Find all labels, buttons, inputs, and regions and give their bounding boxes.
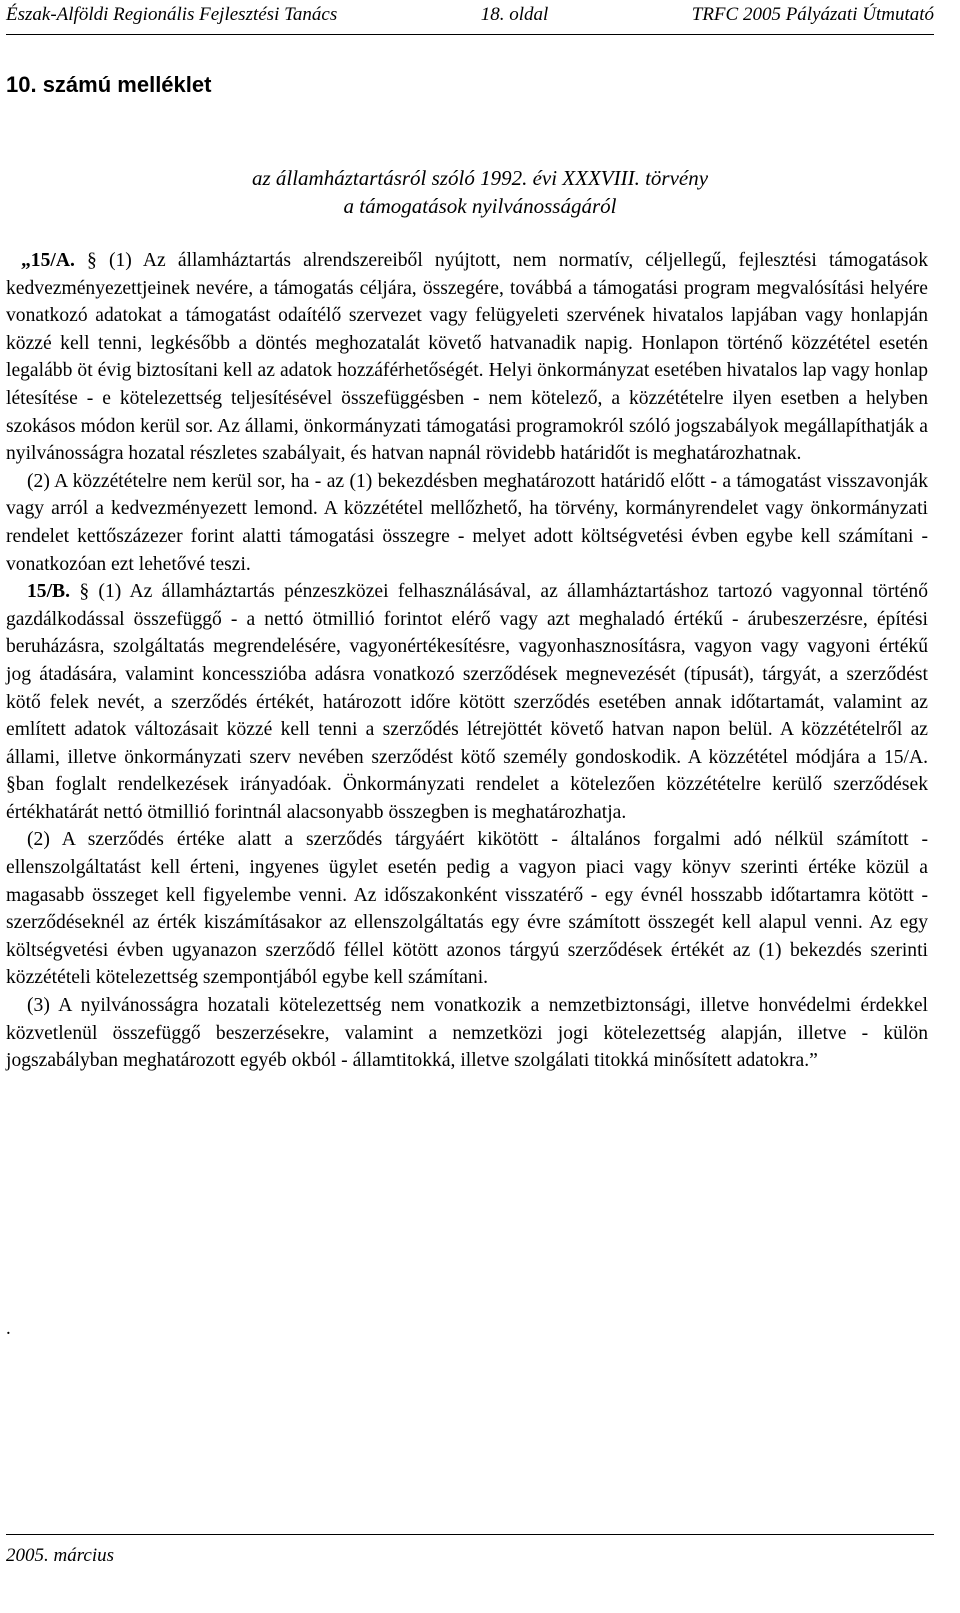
paragraph-15b-2 bbox=[6, 826, 928, 992]
header-organization: Észak-Alföldi Regionális Fejlesztési Tanács bbox=[6, 4, 338, 25]
header-rule bbox=[6, 34, 934, 35]
page-header bbox=[6, 4, 934, 30]
document-body bbox=[6, 247, 928, 1075]
header-page-number: 18. oldal bbox=[480, 4, 549, 25]
paragraph-text: (2) A szerződés értéke alatt a szerződés tárgyáért kikötött - általános forgalmi adó nélkül számított - ellenszolgáltatást kell érteni, ingyenes ügylet esetén pedig a vagyon piaci vagy könyv szerinti értéke közül a magasabb összeget kell figyelembe venni. Az időszakonként visszatérő - egy évnél hosszabb időtartamra kötött - szerződéseknél az érték kiszámításakor az ellenszolgáltatás egy évre számított összegét kell alapul venni. Az egy költségvetési évben ugyanazon szerződő féllel kötött azonos tárgyú szerződések értékét az (1) bekezdés szerinti közzétételi kötelezettség szempontjából egybe kell számítani. bbox=[6, 829, 928, 989]
paragraph-15b-3 bbox=[6, 992, 928, 1075]
paragraph-text: (3) A nyilvánosságra hozatali kötelezettség nem vonatkozik a nemzetbiztonsági, illetve honvédelmi érdekkel közvetlenül összefüggő beszerzésekre, valamint a nemzetközi jogi kötelezettség alapján, illetve - külön jogszabályban meghatározott egyéb okból - államtitokká, illetve szolgálati titokká minősített adatokra.” bbox=[6, 995, 928, 1072]
section-label-15b: 15/B. bbox=[27, 581, 71, 603]
paragraph-15a-1 bbox=[6, 247, 928, 468]
separator-dot: . bbox=[6, 1318, 11, 1339]
header-document-title: TRFC 2005 Pályázati Útmutató bbox=[691, 4, 934, 25]
law-title-line-1: az államháztartásról szóló 1992. évi XXXVIII. törvény bbox=[251, 166, 709, 190]
law-title-line-2: a támogatások nyilvánosságáról bbox=[343, 194, 617, 218]
paragraph-15b-1 bbox=[6, 578, 928, 826]
paragraph-text: § (1) Az államháztartás alrendszereiből nyújtott, nem normatív, céljellegű, fejlesztési támogatások kedvezményezettjeinek nevére, a támogatás céljára, összegére, továbbá a támogatási program megvalósítási helyére vonatkozó adatokat a támogatást odaítélő szervezet vagy felügyeleti szervének hivatalos lapjában vagy honlapján közzé kell tenni, legkésőbb a döntés meghozatalát követő hatvanadik napig. Honlapon történő közzététel esetén legalább öt évig biztosítani kell az adatok hozzáférhetőségét. Helyi önkormányzat esetében hivatalos lap vagy honlap létesítése - e kötelezettség teljesítésével összefüggésben - nem kötelező, a közzétételre ilyen esetben a helyben szokásos módon kerül sor. Az állami, önkormányzati támogatási programokról szóló jogszabályok megállapíthatják a nyilvánosságra hozatal részletes szabályait, és hatvan napnál rövidebb határidőt is meghatározhatnak. bbox=[6, 250, 928, 465]
footer-rule bbox=[6, 1534, 934, 1535]
paragraph-text: (2) A közzétételre nem kerül sor, ha - az (1) bekezdésben meghatározott határidő előtt - a támogatást visszavonják vagy arról a kedvezményezett lemond. A közzététel mellőzhető, ha törvény, kormányrendelet vagy önkormányzati rendelet kettőszázezer forint alatti támogatási összegre - melyet adott költségvetési évben egybe kell számítani - vonatkozóan ezt lehetővé teszi. bbox=[6, 470, 928, 575]
paragraph-15a-2 bbox=[6, 468, 928, 578]
paragraph-text: § (1) Az államháztartás pénzeszközei felhasználásával, az államháztartáshoz tartozó vagyonnal történő gazdálkodással összefüggő - a nettó ötmillió forintot elérő vagy azt meghaladó értékű - árubeszerzésre, építési beruházásra, szolgáltatás megrendelésére, vagyonértékesítésre, vagyonhasznosításra, vagyon vagy vagyoni értékű jog átadására, valamint koncesszióba adásra vonatkozó szerződések megnevezését (típusát), tárgyát, a szerződést kötő felek nevét, a szerződés értékét, határozott időre kötött szerződés esetében annak időtartamát, valamint az említett adatok változásait közzé kell tenni a szerződés létrejöttét követő hatvan napon belül. A közzétételről az állami, illetve önkormányzati szerv nevében szerződést kötő személy gondoskodik. A közzététel módjára a 15/A. §ban foglalt rendelkezések irányadóak. Önkormányzati rendelet a kötelezően közzétételre kerülő szerződések értékhatárát nettó ötmillió forintnál alacsonyabb összegben is meghatározhatja. bbox=[6, 581, 928, 823]
annex-title: 10. számú melléklet bbox=[6, 72, 212, 97]
page-footer-date: 2005. március bbox=[6, 1545, 115, 1566]
section-label-15a: „15/A. bbox=[21, 250, 75, 271]
